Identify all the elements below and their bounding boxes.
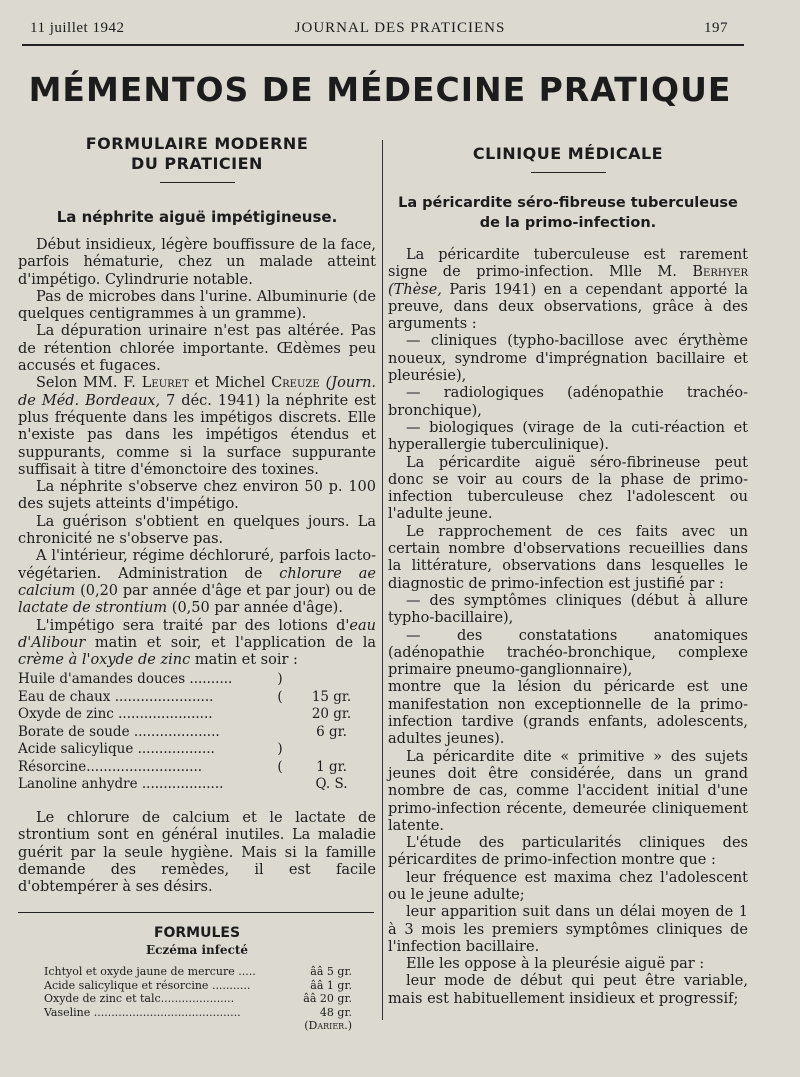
text-run: 7 déc. 1941) la néphrite est plus fréquente dans les impétigos discrets. Elle n'existe pas dans les impétigos étendus et suppurants, comme si la surface suppurante suffisait à titre d'émonctoire des toxines.	[18, 392, 376, 478]
text-run: L'impétigo sera traité par des lotions d'	[36, 617, 350, 634]
section-rule	[160, 182, 235, 183]
quantity: 6 gr.	[316, 723, 347, 740]
running-header	[0, 20, 800, 40]
paragraph: La péricardite aiguë séro-fibrineuse peut donc se voir au cours de la phase de primo-infection tuberculeuse chez l'adolescent ou l'adulte jeune.	[388, 454, 748, 523]
prescription-row	[18, 741, 376, 759]
brace: (	[277, 688, 283, 705]
brace: (	[277, 758, 283, 775]
section-title-line-1: FORMULAIRE MODERNE	[85, 134, 309, 153]
paragraph: Le chlorure de calcium et le lactate de strontium sont en général inutiles. La maladie guérit par la seule hygiène. Mais si la famille demande des remèdes, il est facile d'obtempérer à ses désirs.	[18, 809, 376, 896]
text-run: et Michel	[194, 375, 266, 392]
list-item: — des constatations anatomiques (adénopathie trachéo-bronchique, complexe primaire pneumo-ganglionnaire),	[388, 627, 748, 679]
quantity: ââ 20 gr.	[303, 992, 352, 1006]
ingredient: Acide salicylique et résorcine ...........	[44, 978, 251, 992]
paragraph: leur mode de début qui peut être variable, mais est habituellement insidieux et progressif;	[388, 973, 748, 1007]
paragraph: Pas de microbes dans l'urine. Albuminurie (de quelques centigrammes à un gramme).	[18, 288, 376, 323]
prescription-table	[18, 671, 376, 794]
drug-name: eau d'Alibour	[18, 617, 376, 651]
list-item: — cliniques (typho-bacillose avec érythème noueux, syndrome d'imprégnation bacillaire et pleurésie),	[388, 333, 748, 385]
paragraph: Elle les oppose à la pleurésie aiguë par :	[406, 956, 705, 973]
ingredient: Eau de chaux .......................	[18, 688, 214, 705]
drug-name: lactate de strontium	[18, 600, 168, 617]
formules-table	[44, 965, 352, 1033]
brace: )	[277, 741, 283, 758]
formules-subtitle: Eczéma infecté	[145, 943, 249, 958]
header-rule	[22, 44, 744, 46]
paragraph: Le rapprochement de ces faits avec un certain nombre d'observations recueillies dans la littérature, observations dans lesquelles le diagnostic de primo-infection est justifié par :	[388, 523, 748, 592]
paragraph: montre que la lésion du péricarde est une manifestation non exceptionnelle de la primo-infection tardive (grands enfants, adolescents, adultes jeunes).	[388, 679, 748, 748]
ingredient: Lanoline anhydre ...................	[18, 776, 224, 793]
paragraph	[18, 375, 376, 479]
section-title-formulaire	[18, 134, 376, 174]
formules-title: FORMULES	[153, 925, 241, 942]
quantity: 48 gr.	[319, 1005, 352, 1019]
author-name: Leuret	[141, 375, 189, 392]
ingredient: Vaseline ..........................................	[44, 1005, 241, 1019]
article-body-nephrite	[18, 237, 376, 669]
formula-row	[44, 1006, 352, 1020]
column-divider	[382, 140, 383, 1020]
quantity: 20 gr.	[311, 706, 352, 723]
text-run: (0,50 par année d'âge).	[171, 600, 343, 617]
list-item: — biologiques (virage de la cuti-réaction et hyperallergie tuberculinique).	[388, 419, 748, 454]
citation: (Journ. de Méd. Bordeaux,	[18, 375, 377, 409]
text-run: matin et soir :	[194, 652, 298, 669]
journal-name: JOURNAL DES PRATICIENS	[294, 20, 506, 36]
prescription-row	[18, 759, 376, 777]
list-item: — radiologiques (adénopathie trachéo-bronchique),	[388, 385, 748, 419]
paragraph: Début insidieux, légère bouffissure de la face, parfois hématurie, chez un malade atteint d'impétigo. Cylindrurie notable.	[18, 237, 376, 288]
text-run: Selon MM. F.	[36, 375, 136, 392]
text-run: matin et soir, et l'application de la	[94, 634, 376, 651]
quantity: ââ 5 gr.	[310, 965, 352, 979]
brace	[273, 724, 287, 742]
formula-row	[44, 979, 352, 993]
text-run: (0,20 par année d'âge et par jour) ou de	[80, 582, 377, 599]
text-run: Paris 1941) en a cependant apporté la preuve, dans deux observations, grâce à des arguments :	[388, 281, 749, 333]
quantity: Q. S.	[315, 776, 348, 793]
brace: )	[277, 671, 283, 688]
text-run: La péricardite tuberculeuse est rarement signe de primo-infection. Mlle M.	[388, 247, 748, 281]
brace	[273, 776, 287, 794]
formula-row	[44, 965, 352, 979]
text-run: A l'intérieur, régime déchloruré, parfois lacto-végétarien. Administration de	[18, 548, 376, 582]
brace	[273, 706, 287, 724]
section-rule	[531, 172, 606, 173]
ingredient: Résorcine...........................	[18, 758, 203, 775]
section-title-clinique: CLINIQUE MÉDICALE	[472, 144, 664, 163]
paragraph: La péricardite dite « primitive » des sujets jeunes doit être considérée, dans un grand nombre de cas, comme l'accident initial d'une primo-infection récente, demeurée cliniquement latente.	[388, 748, 748, 834]
formula-row	[44, 1019, 352, 1033]
issue-date: 11 juillet 1942	[30, 20, 125, 36]
quantity	[287, 741, 376, 759]
paragraph	[388, 247, 748, 333]
prescription-row	[18, 724, 376, 742]
paragraph: leur fréquence est maxima chez l'adolescent ou le jeune adulte;	[388, 869, 748, 903]
article-body-pericardite	[388, 247, 748, 1008]
paragraph: La dépuration urinaire n'est pas altérée. Pas de rétention chlorée importante. Œdèmes peu accusés et fugaces.	[18, 323, 376, 375]
citation: (Thèse,	[388, 281, 442, 298]
left-column	[18, 134, 376, 1033]
paragraph: leur apparition suit dans un délai moyen de 1 à 3 mois les premiers symptômes cliniques de l'infection bacillaire.	[388, 904, 748, 955]
right-column	[388, 134, 748, 1008]
list-item: — des symptômes cliniques (début à allure typho-bacillaire),	[388, 592, 748, 627]
quantity: ââ 1 gr.	[310, 978, 352, 992]
formules-rule	[18, 912, 374, 913]
page-number: 197	[704, 20, 728, 36]
drug-name: chlorure ae calcium	[18, 565, 376, 599]
article-title-nephrite: La néphrite aiguë impétigineuse.	[56, 208, 338, 226]
ingredient: Borate de soude ....................	[18, 723, 220, 740]
section-title-line-2: DU PRATICIEN	[131, 154, 263, 173]
paragraph: La néphrite s'observe chez environ 50 p. 100 des sujets atteints d'impétigo.	[18, 479, 376, 513]
ingredient: Acide salicylique ..................	[18, 741, 215, 758]
prescription-row	[18, 776, 376, 794]
page-title: MÉMENTOS DE MÉDECINE PRATIQUE	[28, 70, 732, 109]
ingredient: Huile d'amandes douces ..........	[18, 671, 233, 688]
quantity: 15 gr.	[311, 688, 352, 705]
author-name: Berhyer	[692, 264, 749, 281]
ingredient: Ichtyol et oxyde jaune de mercure .....	[44, 965, 256, 979]
prescription-row	[18, 706, 376, 724]
closing-paragraph	[18, 810, 376, 896]
article-title-pericardite: La péricardite séro-fibreuse tuberculeuse de la primo-infection.	[398, 195, 738, 231]
quantity	[287, 671, 376, 689]
author-name: Creuze	[271, 375, 320, 392]
paragraph: La guérison s'obtient en quelques jours. La chronicité ne s'observe pas.	[18, 513, 376, 548]
quantity: 1 gr.	[316, 758, 347, 775]
drug-name: crème à l'oxyde de zinc	[18, 652, 191, 669]
ingredient: Oxyde de zinc et talc.....................	[44, 992, 235, 1006]
source-credit: (Darier.)	[304, 1019, 352, 1033]
paragraph	[18, 618, 376, 670]
prescription-row	[18, 689, 376, 707]
ingredient	[44, 1019, 296, 1033]
prescription-row	[18, 671, 376, 689]
paragraph	[18, 548, 376, 617]
formula-row	[44, 992, 352, 1006]
paragraph: L'étude des particularités cliniques des péricardites de primo-infection montre que :	[388, 835, 748, 869]
ingredient: Oxyde de zinc ......................	[18, 706, 213, 723]
